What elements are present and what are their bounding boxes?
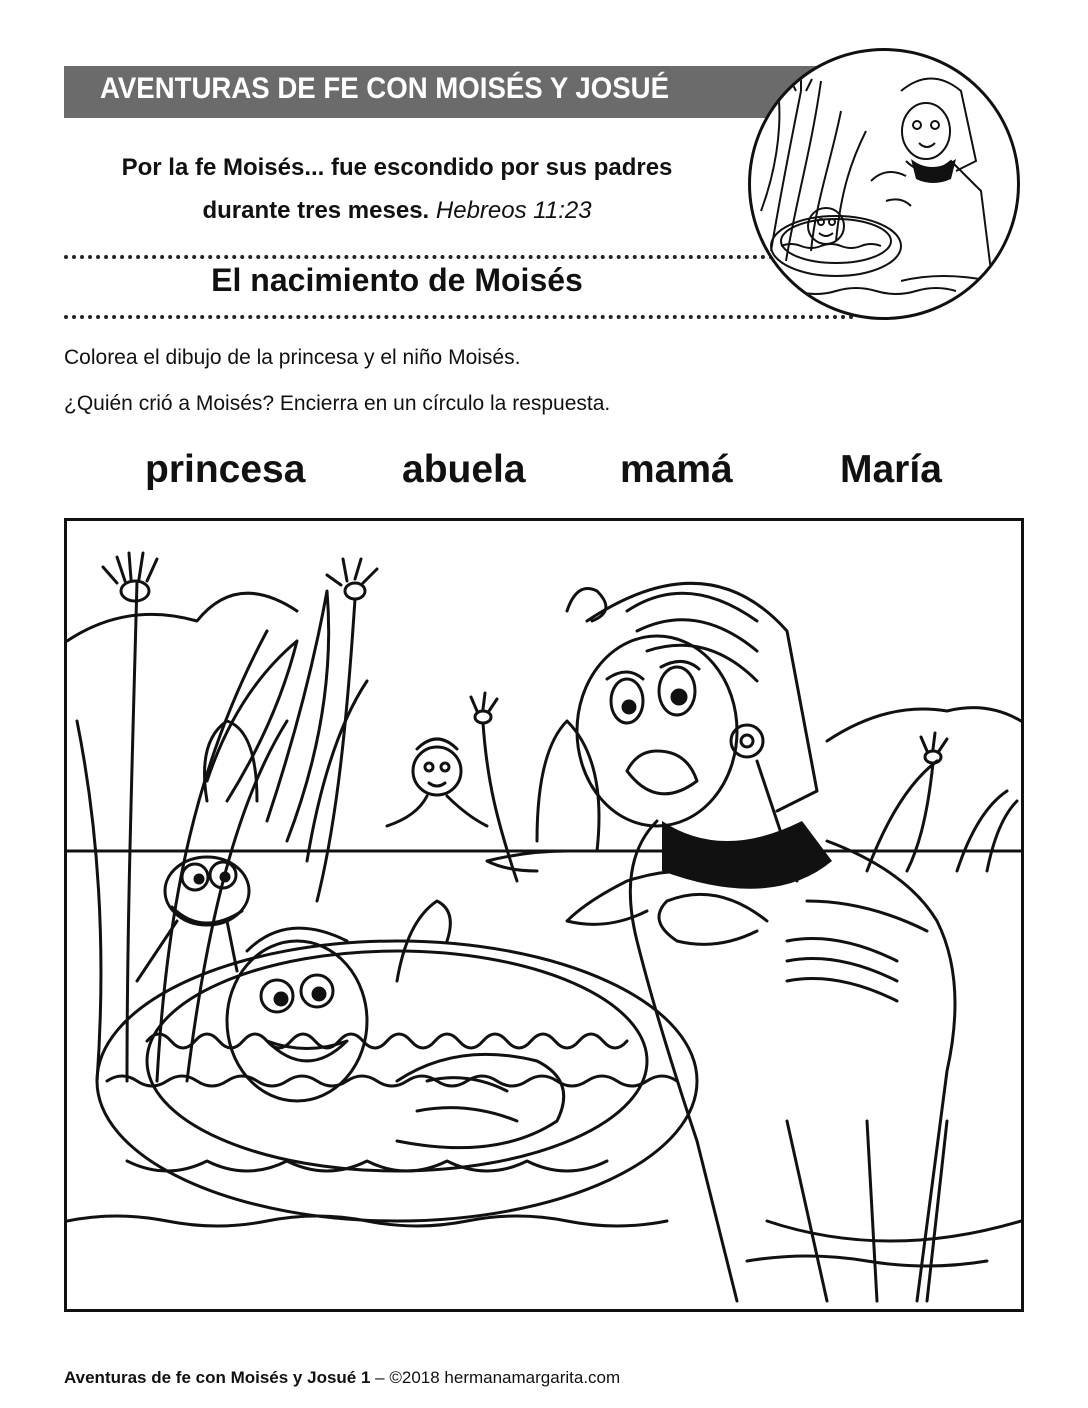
verse-line-2: durante tres meses. xyxy=(202,197,430,224)
footer-credit xyxy=(64,1368,620,1388)
header-title: AVENTURAS DE FE CON MOISÉS Y JOSUÉ xyxy=(100,72,669,105)
dotted-divider-top xyxy=(64,255,854,259)
dotted-divider-bottom xyxy=(64,315,854,319)
coloring-picture-frame xyxy=(64,518,1024,1312)
lesson-title: El nacimiento de Moisés xyxy=(211,262,583,298)
coloring-picture-line-art xyxy=(67,521,1021,1309)
instruction-line-1: Colorea el dibujo de la princesa y el niño Moisés. xyxy=(64,346,521,369)
verse-line-1: Por la fe Moisés... fue escondido por sus padres xyxy=(121,154,673,181)
footer-copyright[interactable]: – ©2018 hermanamargarita.com xyxy=(375,1368,621,1387)
circle-thumbnail-illustration xyxy=(748,48,1020,320)
bible-verse xyxy=(64,146,730,232)
footer-title: Aventuras de fe con Moisés y Josué 1 xyxy=(64,1368,371,1387)
instruction-line-2: ¿Quién crió a Moisés? Encierra en un círculo la respuesta. xyxy=(64,392,611,415)
thumbnail-line-art xyxy=(751,51,1017,317)
answer-option-abuela[interactable]: abuela xyxy=(402,448,526,491)
verse-reference: Hebreos 11:23 xyxy=(435,197,592,224)
answer-option-maria[interactable]: María xyxy=(840,448,942,491)
answer-option-princesa[interactable]: princesa xyxy=(145,448,306,491)
answer-option-mama[interactable]: mamá xyxy=(620,448,733,491)
